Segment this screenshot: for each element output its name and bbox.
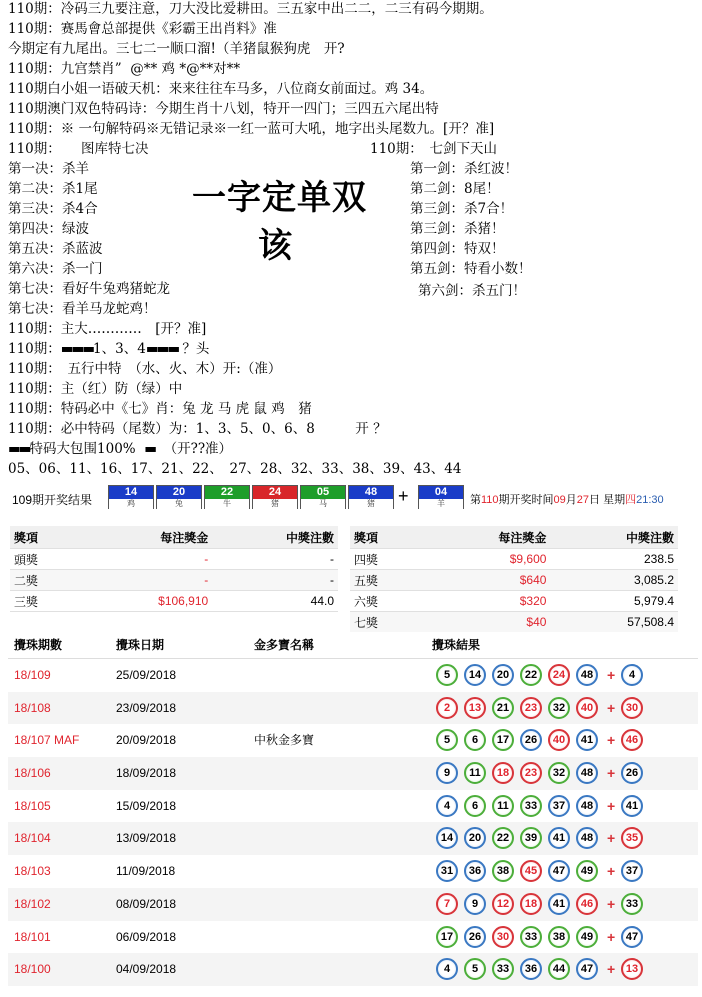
jue-8: 第七决：看羊马龙蛇鸡！ [8, 301, 157, 317]
line-red-green: 110期：主（红）防（绿）中 [8, 381, 183, 397]
table-row [10, 549, 338, 570]
jian-2: 第二剑：8尾！ [410, 181, 500, 197]
prize-name: 二獎 [10, 570, 82, 591]
result-ball: 9 [464, 893, 486, 915]
results-header [8, 632, 698, 659]
special-ball: 46 [621, 729, 643, 751]
prize-winners: 44.0 [212, 591, 338, 612]
prize-winners: 3,085.2 [550, 570, 678, 591]
prize-amount: $106,910 [82, 591, 212, 612]
jue-7: 第七决：看好牛兔鸡猪蛇龙 [8, 281, 170, 297]
result-ball: 41 [576, 729, 598, 751]
results-table [8, 632, 698, 986]
draw-date: 15/09/2018 [116, 798, 177, 813]
result-ball: 20 [464, 827, 486, 849]
result-ball: 14 [464, 664, 486, 686]
draw-name: 中秋金多寶 [254, 733, 315, 748]
result-ball: 37 [548, 795, 570, 817]
prize-amount: $320 [423, 591, 551, 612]
result-ball: 48 [576, 664, 598, 686]
jue-2: 第二决：杀1尾 [8, 181, 98, 197]
draw-special-ball [418, 485, 464, 509]
info-m: 月 [565, 494, 577, 506]
ball-number: 22 [205, 486, 249, 499]
plus-icon: + [607, 863, 616, 880]
big-text-2: 该 [258, 226, 293, 266]
line-numbers: 05、06、11、16、17、21、22、 27、28、32、33、38、39、43、44 [8, 461, 462, 477]
jue-1: 第一决：杀羊 [8, 161, 89, 177]
special-ball: 33 [621, 893, 643, 915]
tou-end: ？头 [182, 341, 210, 357]
line-5: 110期白小姐一语破天机：来来往往车马多，八位商女前面过。鸡 34。 [8, 81, 434, 97]
draw-issue: 18/102 [14, 896, 51, 911]
table-row [8, 724, 698, 757]
jian-5: 第四剑：特双！ [410, 241, 505, 257]
result-ball: 26 [464, 926, 486, 948]
info-month: 09 [553, 494, 566, 506]
result-ball: 18 [520, 893, 542, 915]
prize-name: 三獎 [10, 591, 82, 612]
info-mid: 期开奖时间 [498, 494, 554, 506]
jian-title: 110期： 七剑下天山 [370, 141, 498, 157]
line-wuxing: 110期： 五行中特 （水、火、木）开:（准） [8, 361, 282, 377]
tou-prefix: 110期： [8, 341, 61, 357]
result-ball: 22 [492, 827, 514, 849]
col-header: 中獎注數 [212, 526, 338, 549]
jue-6: 第六决：杀一门 [8, 261, 103, 277]
info-d: 日 星期 [589, 494, 626, 506]
tou-numbers: 1、3、4 [93, 341, 146, 357]
table-row [10, 570, 338, 591]
draw-date: 20/09/2018 [116, 733, 177, 748]
result-ball: 49 [576, 926, 598, 948]
prize-amount: - [82, 549, 212, 570]
result-ball: 21 [492, 697, 514, 719]
special-ball: 41 [621, 795, 643, 817]
result-ball: 11 [464, 762, 486, 784]
ball-number: 05 [301, 486, 345, 499]
prize-winners: - [212, 549, 338, 570]
plus-icon: + [607, 961, 616, 978]
bao-end: （开??准） [163, 441, 233, 457]
special-ball: 37 [621, 860, 643, 882]
ball-zodiac: 马 [301, 499, 345, 509]
draw-date: 23/09/2018 [116, 700, 177, 715]
plus-icon: + [607, 765, 616, 782]
result-ball: 17 [436, 926, 458, 948]
table-row [8, 822, 698, 855]
black-bar-icon: ▬▬▬ [145, 341, 179, 357]
line-bao [8, 440, 232, 458]
black-bar-icon: ▬▬▬ [60, 341, 94, 357]
ball-zodiac: 猪 [253, 499, 297, 509]
result-ball: 49 [576, 860, 598, 882]
special-ball: 35 [621, 827, 643, 849]
result-ball: 5 [436, 729, 458, 751]
result-ball: 40 [576, 697, 598, 719]
jian-6: 第五剑：特看小数！ [410, 261, 532, 277]
special-ball: 47 [621, 926, 643, 948]
draw-issue: 18/103 [14, 864, 51, 879]
prize-table-right [350, 526, 678, 633]
col-header: 獎項 [10, 526, 82, 549]
line-zhu-da: 110期：主大………… [开？准] [8, 321, 207, 337]
plus-icon: + [607, 732, 616, 749]
result-ball: 5 [436, 664, 458, 686]
result-ball: 41 [548, 893, 570, 915]
result-ball: 5 [464, 958, 486, 980]
draw-issue: 18/109 [14, 668, 51, 682]
draw-ball [252, 485, 298, 509]
draw-date: 08/09/2018 [116, 896, 177, 911]
draw-issue: 18/104 [14, 831, 51, 846]
prize-winners: - [212, 570, 338, 591]
prize-name: 四獎 [350, 549, 423, 570]
draw-date: 11/09/2018 [116, 864, 176, 879]
result-ball: 36 [464, 860, 486, 882]
result-ball: 6 [464, 795, 486, 817]
result-ball: 33 [520, 795, 542, 817]
table-row [8, 790, 698, 823]
line-tou [8, 340, 209, 358]
draw-label: 109期开奖结果 [12, 493, 93, 507]
col-header-issue: 攪珠期數 [14, 638, 63, 652]
result-ball: 24 [548, 664, 570, 686]
result-ball: 40 [548, 729, 570, 751]
draw-issue: 18/108 [14, 700, 51, 715]
prize-winners: 57,508.4 [550, 612, 678, 633]
result-ball: 4 [436, 795, 458, 817]
draw-issue: 18/107 MAF [14, 733, 80, 748]
info-weekday: 四 [625, 494, 637, 506]
plus-icon: + [607, 797, 616, 814]
draw-ball [204, 485, 250, 509]
ball-zodiac: 羊 [419, 499, 463, 509]
result-ball: 39 [520, 827, 542, 849]
draw-date: 18/09/2018 [116, 766, 177, 781]
ball-number: 24 [253, 486, 297, 499]
result-ball: 48 [576, 795, 598, 817]
line-7: 110期：※ 一句解特码※无错记录※一红一蓝可大吼，地字出头尾数九。[开？准] [8, 121, 495, 137]
result-ball: 46 [576, 893, 598, 915]
table-row [10, 591, 338, 612]
table-row [8, 659, 698, 692]
draw-date: 25/09/2018 [116, 668, 177, 682]
table-row [8, 888, 698, 921]
result-ball: 31 [436, 860, 458, 882]
result-ball: 38 [548, 926, 570, 948]
result-ball: 30 [492, 926, 514, 948]
ball-number: 04 [419, 486, 463, 499]
result-ball: 47 [576, 958, 598, 980]
result-ball: 41 [548, 827, 570, 849]
prize-amount: $9,600 [423, 549, 551, 570]
result-ball: 48 [576, 762, 598, 784]
next-draw-info [470, 491, 664, 507]
jue-title: 110期： 图库特七决 [8, 141, 149, 157]
table-row [350, 570, 678, 591]
draw-issue: 18/105 [14, 798, 51, 813]
result-ball: 26 [520, 729, 542, 751]
result-ball: 33 [520, 926, 542, 948]
draw-date: 13/09/2018 [116, 831, 177, 846]
result-ball: 14 [436, 827, 458, 849]
line-3: 今期定有九尾出。三七二一顺口溜!（羊猪鼠猴狗虎 开? [8, 41, 345, 57]
jue-3: 第三决：杀4合 [8, 201, 98, 217]
result-ball: 47 [548, 860, 570, 882]
ball-number: 48 [349, 486, 393, 499]
jian-3: 第三剑：杀7合！ [410, 201, 514, 217]
result-ball: 32 [548, 762, 570, 784]
col-header-date: 攪珠日期 [116, 638, 165, 652]
plus-icon: + [607, 928, 616, 945]
prize-winners: 5,979.4 [550, 591, 678, 612]
col-header: 每注獎金 [423, 526, 551, 549]
draw-ball [348, 485, 394, 509]
result-ball: 12 [492, 893, 514, 915]
prize-name: 頭獎 [10, 549, 82, 570]
table-row [8, 757, 698, 790]
result-ball: 32 [548, 697, 570, 719]
table-row [350, 591, 678, 612]
result-ball: 7 [436, 893, 458, 915]
result-ball: 38 [492, 860, 514, 882]
black-bar-icon: ▬▬ [8, 441, 30, 457]
jue-4: 第四决：绿波 [8, 221, 89, 237]
table-row [8, 921, 698, 954]
jian-7: 第六剑：杀五门！ [418, 283, 526, 299]
jian-1: 第一剑：杀红波！ [410, 161, 518, 177]
special-ball: 26 [621, 762, 643, 784]
result-ball: 22 [520, 664, 542, 686]
result-ball: 17 [492, 729, 514, 751]
prize-name: 五獎 [350, 570, 423, 591]
info-issue: 110 [481, 494, 499, 506]
result-ball: 23 [520, 762, 542, 784]
plus-icon: + [607, 895, 616, 912]
line-tail: 110期：必中特码（尾数）为：1、3、5、0、6、8 开 ？ [8, 421, 387, 437]
table-row [350, 549, 678, 570]
big-text-1: 一字定单双 [192, 178, 367, 218]
result-ball: 6 [464, 729, 486, 751]
prize-name: 六獎 [350, 591, 423, 612]
bao-label: 特码大包围100% [29, 441, 136, 457]
result-ball: 36 [520, 958, 542, 980]
plus-icon: + [398, 486, 409, 506]
ball-zodiac: 猪 [349, 499, 393, 509]
jian-4: 第三剑：杀猪！ [410, 221, 505, 237]
draw-issue: 18/100 [14, 962, 51, 977]
prize-name: 七獎 [350, 612, 423, 633]
draw-result-bar [8, 483, 698, 513]
result-ball: 9 [436, 762, 458, 784]
draw-date: 06/09/2018 [116, 929, 177, 944]
draw-ball [108, 485, 154, 509]
table-row [8, 953, 698, 986]
special-ball: 13 [621, 958, 643, 980]
prize-amount: $40 [423, 612, 551, 633]
table-row [8, 692, 698, 725]
result-ball: 45 [520, 860, 542, 882]
table-row [8, 855, 698, 888]
ball-number: 14 [109, 486, 153, 499]
result-ball: 48 [576, 827, 598, 849]
result-ball: 4 [436, 958, 458, 980]
ball-zodiac: 兔 [157, 499, 201, 509]
result-ball: 11 [492, 795, 514, 817]
col-header: 每注獎金 [82, 526, 212, 549]
info-time: 21:30 [636, 494, 664, 506]
result-ball: 33 [492, 958, 514, 980]
special-ball: 30 [621, 697, 643, 719]
result-ball: 2 [436, 697, 458, 719]
result-ball: 44 [548, 958, 570, 980]
result-ball: 23 [520, 697, 542, 719]
plus-icon: + [607, 830, 616, 847]
ball-zodiac: 牛 [205, 499, 249, 509]
result-ball: 13 [464, 697, 486, 719]
black-bar-icon: ▬ [144, 441, 155, 457]
line-4: 110期：九宫禁肖” @** 鸡 *@**对** [8, 61, 241, 77]
jue-5: 第五决：杀蓝波 [8, 241, 103, 257]
plus-icon: + [607, 699, 616, 716]
line-seven-zodiac: 110期：特码必中《七》肖：兔 龙 马 虎 鼠 鸡 猪 [8, 401, 312, 417]
table-row [350, 612, 678, 633]
line-1: 110期：冷码三九要注意，刀大没比爱耕田。三五家中出二二，二三有码今期期。 [8, 1, 493, 17]
line-6: 110期澳门双色特码诗：今期生肖十八划，特开一四门；三四五六尾出特 [8, 101, 439, 117]
col-header-result: 攪珠結果 [432, 638, 481, 652]
draw-date: 04/09/2018 [116, 962, 177, 977]
ball-zodiac: 鸡 [109, 499, 153, 509]
ball-number: 20 [157, 486, 201, 499]
draw-ball [300, 485, 346, 509]
result-ball: 18 [492, 762, 514, 784]
special-ball: 4 [621, 664, 643, 686]
prize-winners: 238.5 [550, 549, 678, 570]
draw-issue: 18/106 [14, 766, 51, 781]
plus-icon: + [607, 667, 616, 683]
prize-amount: $640 [423, 570, 551, 591]
draw-issue: 18/101 [14, 929, 51, 944]
prize-table-left [10, 526, 338, 612]
col-header: 中獎注數 [550, 526, 678, 549]
info-day: 27 [576, 494, 590, 506]
info-pre: 第 [470, 494, 481, 506]
line-2: 110期：赛馬會总部提供《彩霸王出肖料》准 [8, 21, 277, 37]
col-header: 獎項 [350, 526, 423, 549]
result-ball: 20 [492, 664, 514, 686]
draw-ball [156, 485, 202, 509]
prize-amount: - [82, 570, 212, 591]
col-header-name: 金多寶名稱 [254, 638, 315, 652]
